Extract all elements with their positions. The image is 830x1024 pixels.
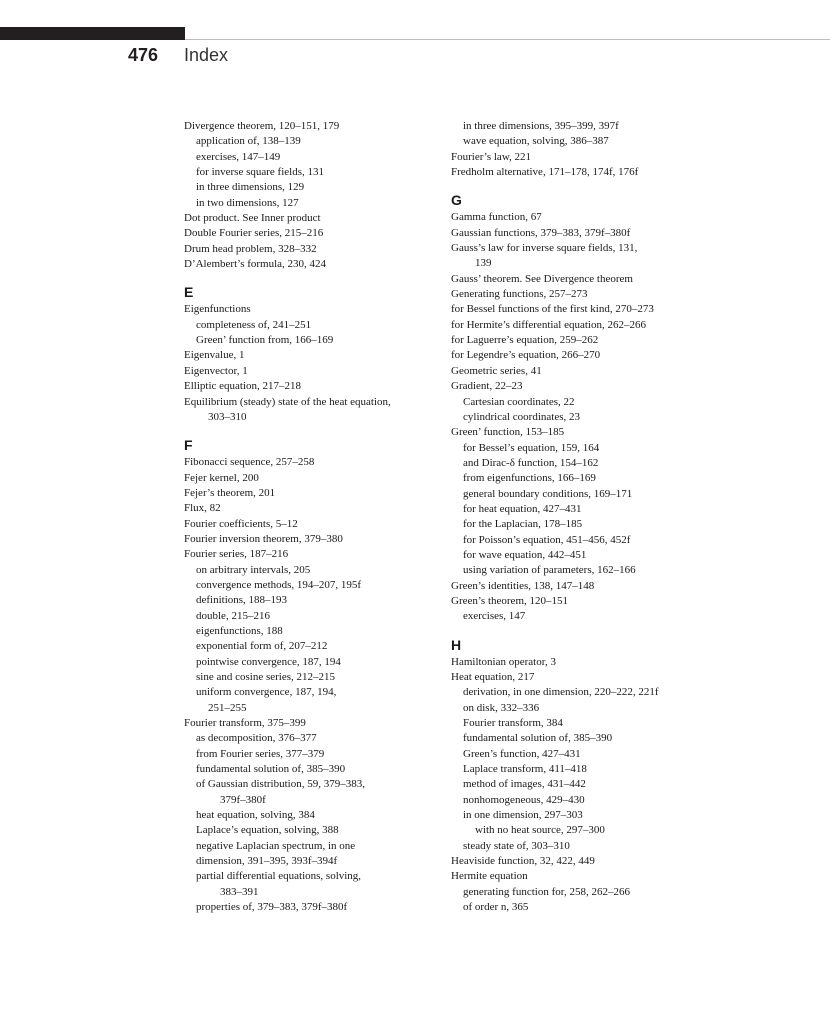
index-entry: as decomposition, 376–377 <box>196 732 317 745</box>
index-entry: 139 <box>475 257 492 270</box>
index-entry: for inverse square fields, 131 <box>196 166 324 179</box>
index-entry: Fourier transform, 375–399 <box>184 717 306 730</box>
index-entry: steady state of, 303–310 <box>463 839 570 852</box>
index-entry: Hermite equation <box>451 870 528 883</box>
entries-d <box>184 119 454 272</box>
index-entry: for Poisson’s equation, 451–456, 452f <box>463 533 631 546</box>
index-entry: Generating functions, 257–273 <box>451 288 588 301</box>
index-entry: convergence methods, 194–207, 195f <box>196 578 362 591</box>
index-entry: method of images, 431–442 <box>463 778 586 791</box>
index-entry: Heat equation, 217 <box>451 671 535 683</box>
index-entry: for Legendre’s equation, 266–270 <box>451 349 601 362</box>
entries-h <box>451 655 751 916</box>
index-entry: pointwise convergence, 187, 194 <box>196 655 341 668</box>
index-entry: Fourier transform, 384 <box>463 717 563 730</box>
index-entry: with no heat source, 297–300 <box>475 824 605 837</box>
index-entry: negative Laplacian spectrum, in one <box>196 839 356 852</box>
index-entry: Eigenvector, 1 <box>184 364 248 377</box>
index-entry: Green’ function, 153–185 <box>451 426 565 439</box>
index-entry: Fourier coefficients, 5–12 <box>184 517 298 530</box>
index-entry: of order n, 365 <box>463 901 529 914</box>
index-entry: 303–310 <box>208 410 247 423</box>
index-entry: wave equation, solving, 386–387 <box>463 135 609 148</box>
index-entry: Divergence theorem, 120–151, 179 <box>184 120 340 132</box>
index-entry: general boundary conditions, 169–171 <box>463 487 633 500</box>
index-entry: Fourier series, 187–216 <box>184 548 289 561</box>
index-entry: generating function for, 258, 262–266 <box>463 885 630 898</box>
index-entry: Gaussian functions, 379–383, 379f–380f <box>451 226 631 239</box>
index-entry: Eigenvalue, 1 <box>184 349 245 362</box>
index-entry: for Bessel’s equation, 159, 164 <box>463 441 600 454</box>
index-entry: in three dimensions, 129 <box>196 181 305 194</box>
index-entry: Fibonacci sequence, 257–258 <box>184 456 315 469</box>
index-entry: Fejer kernel, 200 <box>184 471 259 484</box>
index-entry: and Dirac-δ function, 154–162 <box>463 456 599 469</box>
index-entry: fundamental solution of, 385–390 <box>463 732 613 745</box>
index-entry: in one dimension, 297–303 <box>463 809 583 822</box>
index-entry: Fejer’s theorem, 201 <box>184 486 276 499</box>
section-letter-g: G <box>451 192 462 209</box>
index-entry: Drum head problem, 328–332 <box>184 242 317 255</box>
index-entry: properties of, 379–383, 379f–380f <box>196 901 348 914</box>
index-entry: for the Laplacian, 178–185 <box>463 518 583 531</box>
index-entry: Green’ function from, 166–169 <box>196 334 334 347</box>
index-entry: 379f–380f <box>220 793 266 806</box>
index-entry: Green’s theorem, 120–151 <box>451 594 568 607</box>
index-entry: fundamental solution of, 385–390 <box>196 763 346 776</box>
index-entry: eigenfunctions, 188 <box>196 624 283 637</box>
index-entry: exercises, 147–149 <box>196 150 281 163</box>
index-entry: Laplace’s equation, solving, 388 <box>196 824 339 837</box>
index-entry: derivation, in one dimension, 220–222, 221f <box>463 686 659 699</box>
index-entry: Double Fourier series, 215–216 <box>184 227 324 240</box>
index-column-right <box>451 119 751 916</box>
section-letter-f: F <box>184 437 193 454</box>
index-entry: Green’s identities, 138, 147–148 <box>451 579 595 592</box>
index-entry: Gauss’s law for inverse square fields, 131, <box>451 242 638 255</box>
index-entry: Dot product. See Inner product <box>184 212 321 225</box>
entries-f-continued <box>451 119 751 180</box>
index-entry: sine and cosine series, 212–215 <box>196 671 335 683</box>
index-entry: heat equation, solving, 384 <box>196 809 315 822</box>
index-entry: Eigenfunctions <box>184 303 251 316</box>
index-entry: Heaviside function, 32, 422, 449 <box>451 855 595 868</box>
index-entry: for Hermite’s differential equation, 262–266 <box>451 318 646 331</box>
index-entry: of Gaussian distribution, 59, 379–383, <box>196 778 365 791</box>
index-entry: in three dimensions, 395–399, 397f <box>463 120 619 132</box>
index-entry: from Fourier series, 377–379 <box>196 747 325 760</box>
index-entry: application of, 138–139 <box>196 135 301 148</box>
index-entry: for heat equation, 427–431 <box>463 502 582 515</box>
index-entry: Gauss’ theorem. See Divergence theorem <box>451 272 633 285</box>
index-entry: Fredholm alternative, 171–178, 174f, 176f <box>451 166 639 179</box>
index-entry: cylindrical coordinates, 23 <box>463 410 580 423</box>
index-entry: on arbitrary intervals, 205 <box>196 563 311 576</box>
entries-g <box>451 210 751 624</box>
index-entry: using variation of parameters, 162–166 <box>463 564 636 577</box>
section-letter-e: E <box>184 284 194 301</box>
index-entry: Hamiltonian operator, 3 <box>451 655 556 668</box>
section-letter-h: H <box>451 636 462 653</box>
index-entry: completeness of, 241–251 <box>196 318 312 331</box>
index-entry: uniform convergence, 187, 194, <box>196 686 337 699</box>
header-rule <box>185 39 830 40</box>
index-entry: D’Alembert’s formula, 230, 424 <box>184 258 327 271</box>
index-entry: Equilibrium (steady) state of the heat equation, <box>184 395 391 408</box>
index-entry: double, 215–216 <box>196 609 270 622</box>
index-entry: Geometric series, 41 <box>451 364 542 377</box>
page-number: 476 <box>128 45 159 65</box>
index-entry: in two dimensions, 127 <box>196 196 299 209</box>
index-entry: exponential form of, 207–212 <box>196 640 328 653</box>
index-entry: exercises, 147 <box>463 610 526 623</box>
index-entry: dimension, 391–395, 393f–394f <box>196 855 338 868</box>
index-entry: Laplace transform, 411–418 <box>463 763 587 776</box>
index-entry: Fourier inversion theorem, 379–380 <box>184 532 343 545</box>
index-entry: for Bessel functions of the first kind, 270–273 <box>451 303 654 316</box>
index-entry: Flux, 82 <box>184 502 221 515</box>
index-entry: for wave equation, 442–451 <box>463 548 587 561</box>
index-entry: definitions, 188–193 <box>196 594 288 607</box>
index-entry: Cartesian coordinates, 22 <box>463 395 575 408</box>
index-entry: Fourier’s law, 221 <box>451 150 532 163</box>
index-entry: from eigenfunctions, 166–169 <box>463 472 596 485</box>
index-entry: on disk, 332–336 <box>463 701 540 714</box>
header-bar <box>0 27 185 40</box>
index-entry: 383–391 <box>220 885 259 898</box>
index-entry: Gradient, 22–23 <box>451 380 523 393</box>
index-entry: nonhomogeneous, 429–430 <box>463 793 585 806</box>
index-entry: Gamma function, 67 <box>451 211 542 224</box>
entries-e <box>184 302 454 425</box>
index-entry: for Laguerre’s equation, 259–262 <box>451 334 599 347</box>
index-entry: Elliptic equation, 217–218 <box>184 380 302 393</box>
index-entry: 251–255 <box>208 701 247 714</box>
index-entry: partial differential equations, solving, <box>196 870 362 883</box>
index-entry: Green’s function, 427–431 <box>463 747 581 760</box>
index-column-left <box>184 119 454 916</box>
running-head: Index <box>184 45 229 65</box>
entries-f <box>184 455 454 915</box>
